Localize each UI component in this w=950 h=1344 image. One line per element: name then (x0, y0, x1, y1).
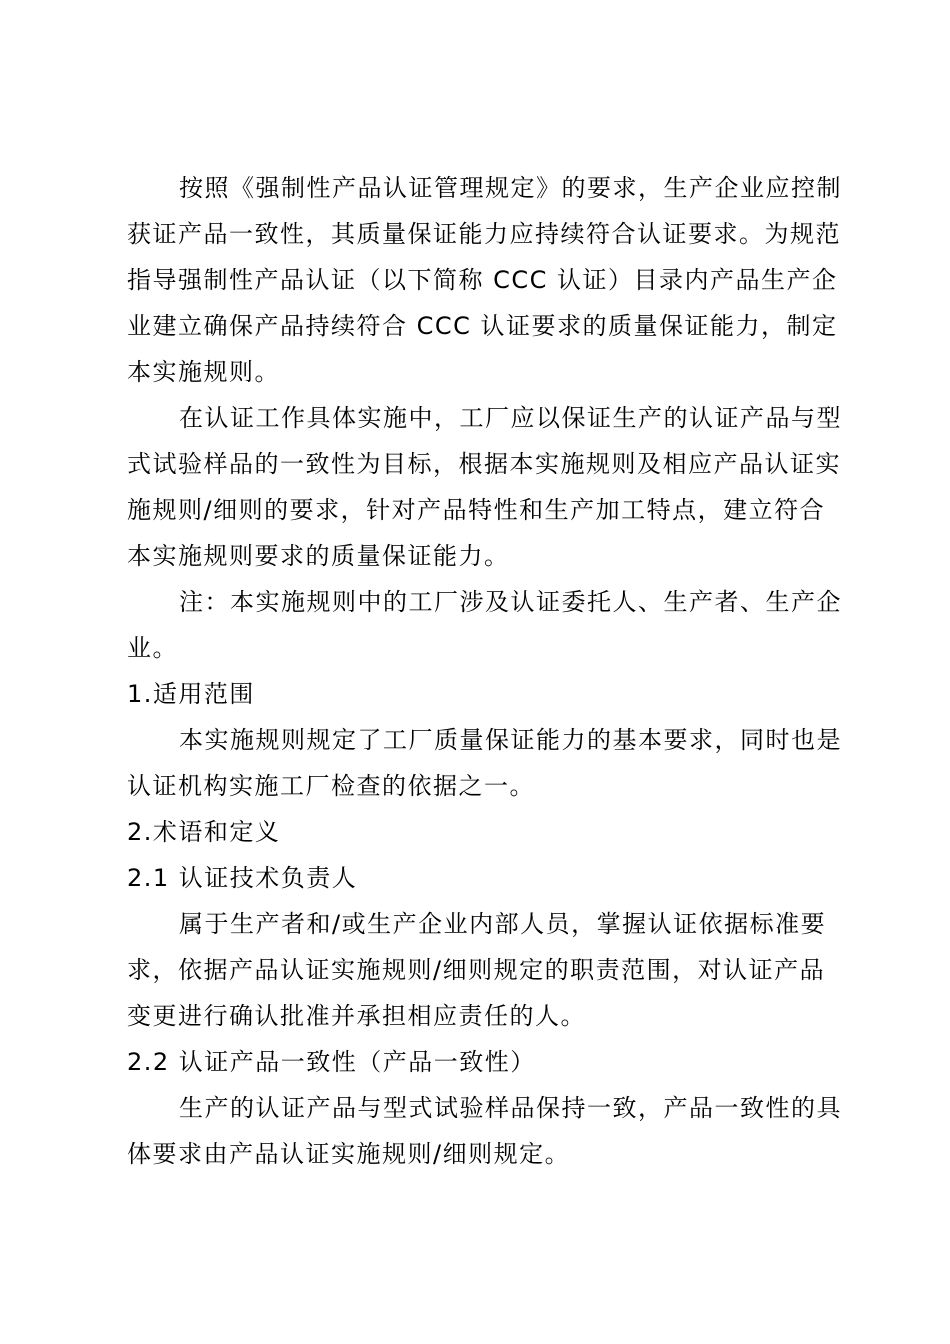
paragraph-2-2-line-2: 体要求由产品认证实施规则/细则规定。 (127, 1140, 571, 1168)
paragraph-work-line-2: 式试验样品的一致性为目标，根据本实施规则及相应产品认证实 (127, 450, 841, 478)
subsection-heading-2-2: 2.2 认证产品一致性（产品一致性） (127, 1048, 536, 1076)
section-heading-terms: 2.术语和定义 (127, 818, 281, 846)
note-line-2: 业。 (127, 634, 178, 662)
paragraph-intro-line-2: 获证产品一致性，其质量保证能力应持续符合认证要求。为规范 (127, 220, 841, 248)
paragraph-intro-line-3: 指导强制性产品认证（以下简称 CCC 认证）目录内产品生产企 (127, 266, 838, 294)
paragraph-2-1-line-2: 求，依据产品认证实施规则/细则规定的职责范围，对认证产品 (127, 956, 826, 984)
paragraph-2-2-line-1: 生产的认证产品与型式试验样品保持一致，产品一致性的具 (179, 1094, 842, 1122)
section-heading-scope: 1.适用范围 (127, 680, 255, 708)
paragraph-scope-line-2: 认证机构实施工厂检查的依据之一。 (127, 772, 535, 800)
subsection-heading-2-1: 2.1 认证技术负责人 (127, 864, 358, 892)
paragraph-2-1-line-1: 属于生产者和/或生产企业内部人员，掌握认证依据标准要 (179, 910, 827, 938)
paragraph-intro-line-1: 按照《强制性产品认证管理规定》的要求，生产企业应控制 (179, 174, 842, 202)
paragraph-work-line-3: 施规则/细则的要求，针对产品特性和生产加工特点，建立符合 (127, 496, 826, 524)
paragraph-intro-line-5: 本实施规则。 (127, 358, 280, 386)
paragraph-work-line-4: 本实施规则要求的质量保证能力。 (127, 542, 510, 570)
paragraph-work-line-1: 在认证工作具体实施中，工厂应以保证生产的认证产品与型 (179, 404, 842, 432)
paragraph-intro-line-4: 业建立确保产品持续符合 CCC 认证要求的质量保证能力，制定 (127, 312, 838, 340)
note-line-1: 注：本实施规则中的工厂涉及认证委托人、生产者、生产企 (179, 588, 842, 616)
paragraph-scope-line-1: 本实施规则规定了工厂质量保证能力的基本要求，同时也是 (179, 726, 842, 754)
paragraph-2-1-line-3: 变更进行确认批准并承担相应责任的人。 (127, 1002, 586, 1030)
